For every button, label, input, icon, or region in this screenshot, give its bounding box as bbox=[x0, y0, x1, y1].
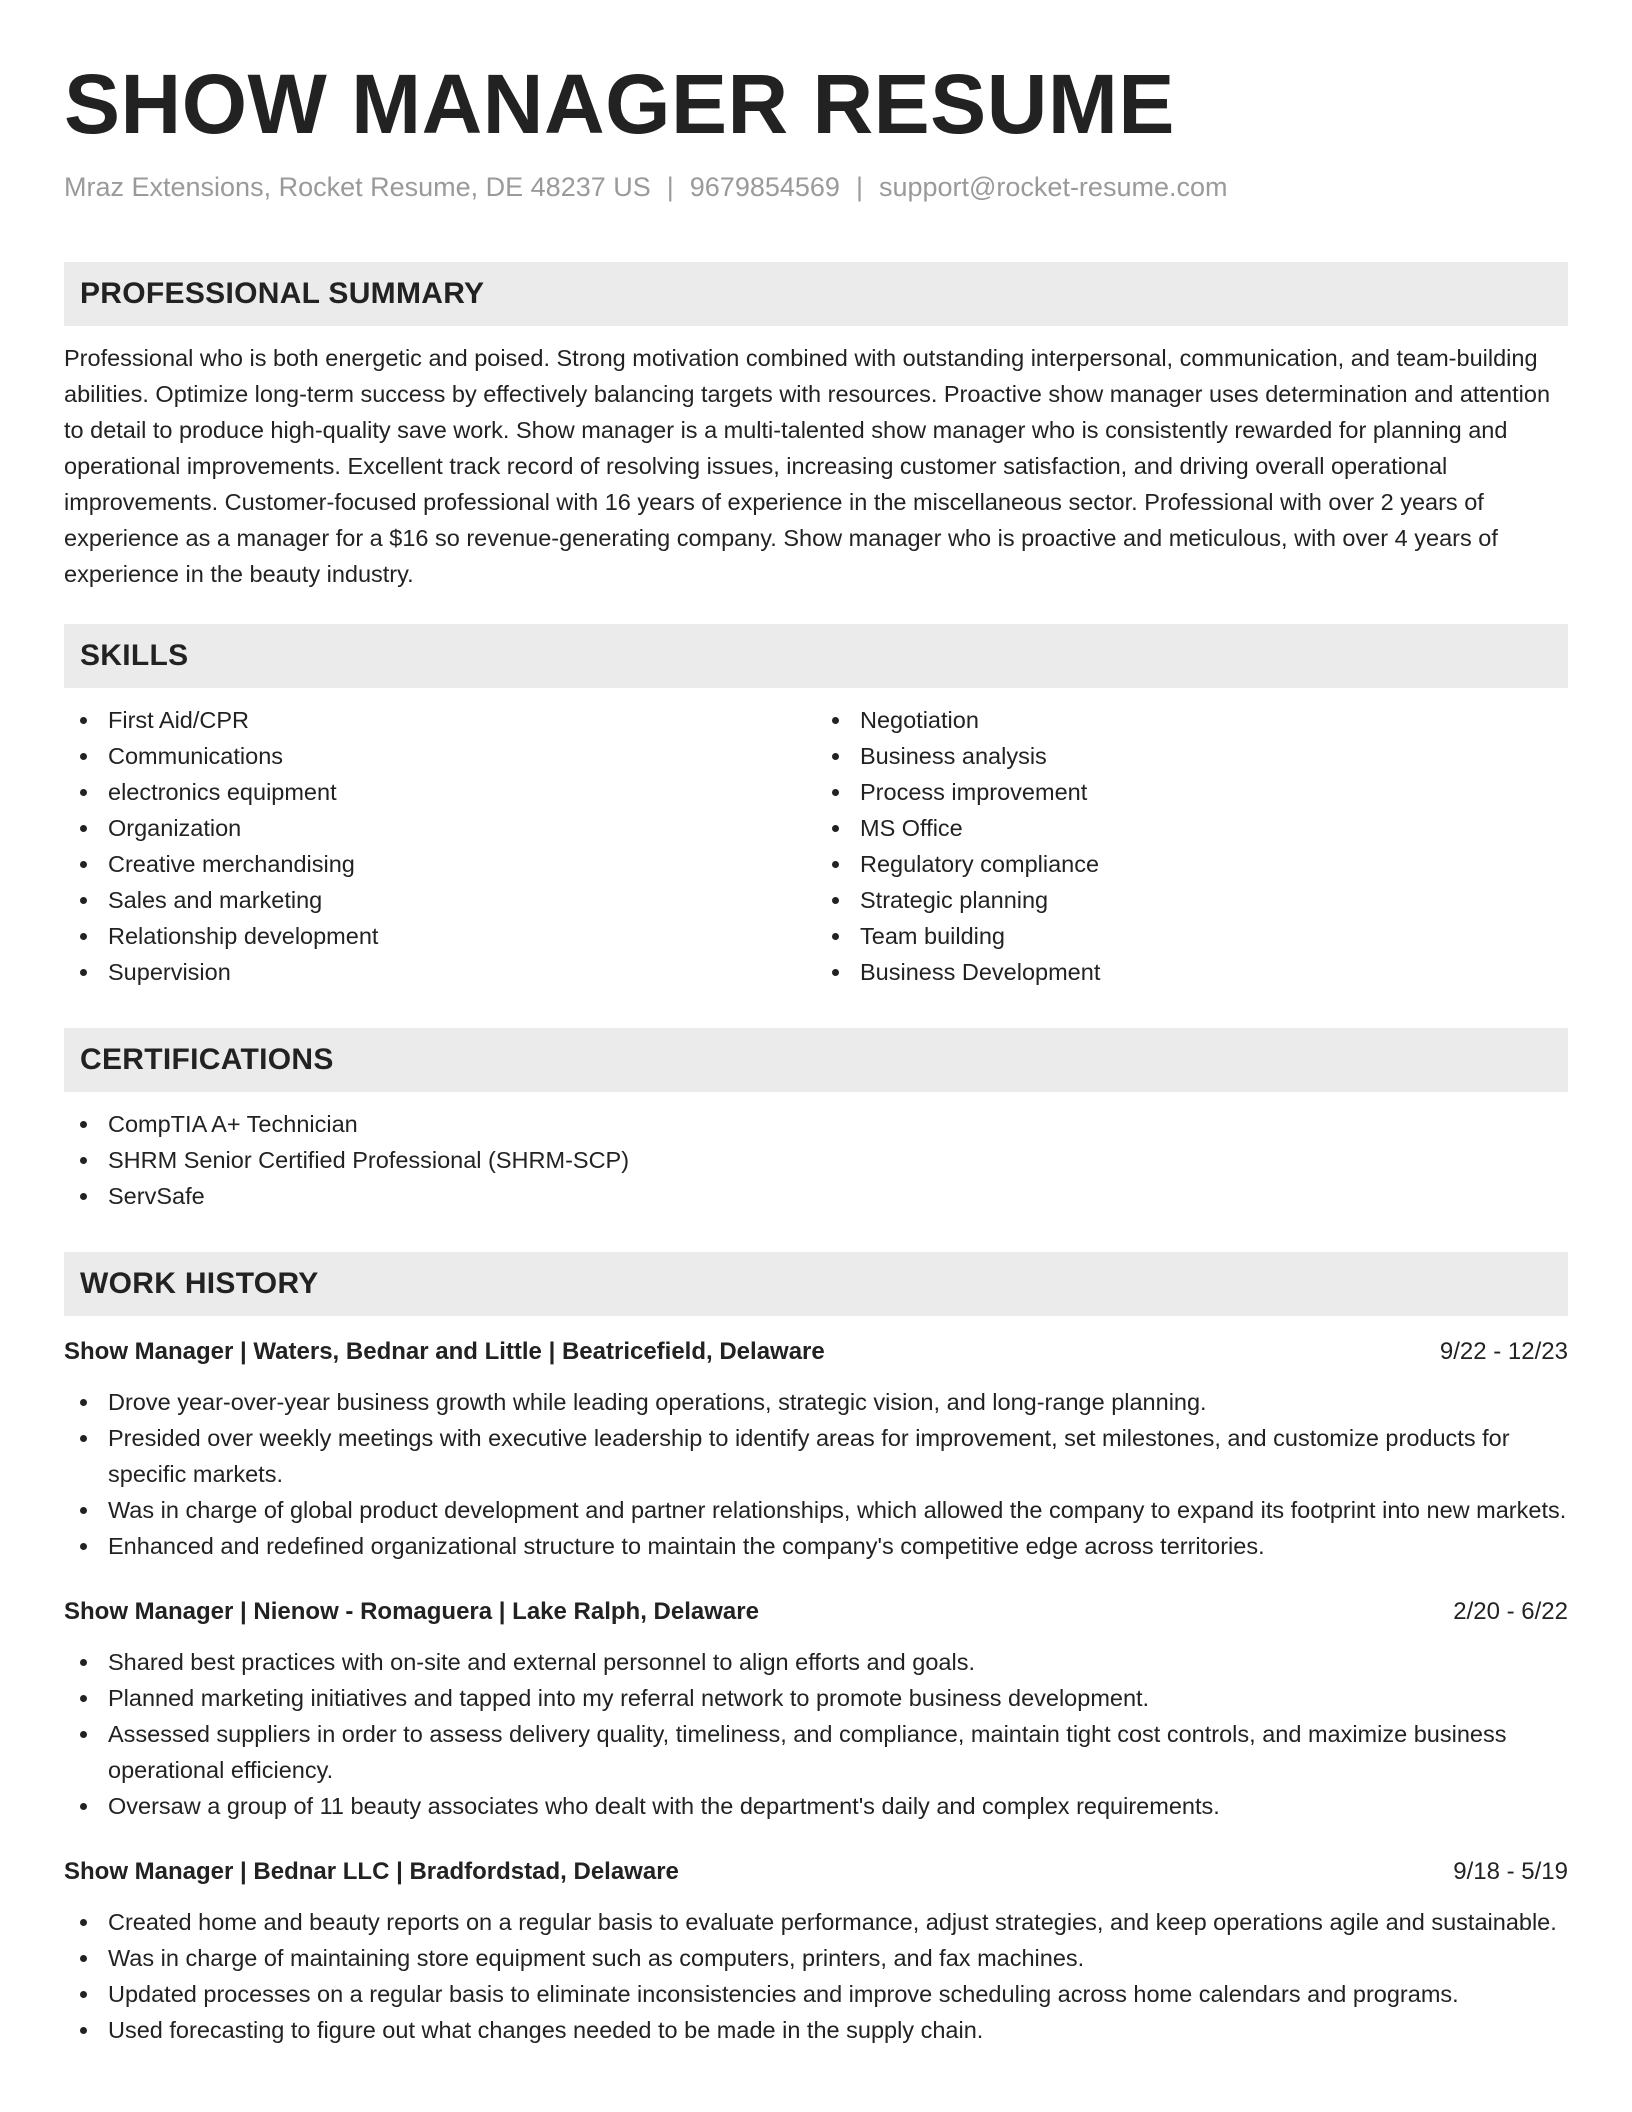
skill-item: First Aid/CPR bbox=[64, 702, 816, 738]
skill-item: Regulatory compliance bbox=[816, 846, 1568, 882]
job-header bbox=[64, 1594, 1568, 1630]
skills-heading: SKILLS bbox=[64, 624, 1568, 688]
skill-item: Team building bbox=[816, 918, 1568, 954]
resume-title: SHOW MANAGER RESUME bbox=[64, 57, 1175, 151]
job-bullet: Was in charge of maintaining store equipment such as computers, printers, and fax machines. bbox=[64, 1940, 1568, 1976]
contact-separator: | bbox=[666, 172, 674, 202]
certifications-heading: CERTIFICATIONS bbox=[64, 1028, 1568, 1092]
job-bullet: Created home and beauty reports on a regular basis to evaluate performance, adjust strategies, and keep operations agile and sustainable. bbox=[64, 1904, 1568, 1940]
job-bullet: Was in charge of global product development and partner relationships, which allowed the company to expand its footprint into new markets. bbox=[64, 1492, 1568, 1528]
job-title: Show Manager | Nienow - Romaguera | Lake Ralph, Delaware bbox=[64, 1598, 759, 1625]
skill-item: Communications bbox=[64, 738, 816, 774]
skills-left-list bbox=[64, 702, 816, 990]
certification-item: CompTIA A+ Technician bbox=[64, 1106, 1568, 1142]
certification-item: ServSafe bbox=[64, 1178, 1568, 1214]
job-bullet: Updated processes on a regular basis to eliminate inconsistencies and improve scheduling across home calendars and programs. bbox=[64, 1976, 1568, 2012]
skill-item: Process improvement bbox=[816, 774, 1568, 810]
contact-phone: 9679854569 bbox=[689, 172, 840, 202]
summary-text: Professional who is both energetic and poised. Strong motivation combined with outstanding interpersonal, communication, and team-building abilities. Optimize long-term success by effectively balancing targets with resources. Proactive show manager uses determination and attention to detail to produce high-quality save work. Show manager is a multi-talented show manager who is consistently rewarded for planning and operational improvements. Excellent track record of resolving issues, increasing customer satisfaction, and driving overall operational improvements. Customer-focused professional with 16 years of experience in the miscellaneous sector. Professional with over 2 years of experience as a manager for a $16 so revenue-generating company. Show manager who is proactive and meticulous, with over 4 years of experience in the beauty industry. bbox=[64, 345, 1551, 587]
summary-heading: PROFESSIONAL SUMMARY bbox=[64, 262, 1568, 326]
job-header bbox=[64, 1854, 1568, 1890]
skill-item: Business Development bbox=[816, 954, 1568, 990]
job-header bbox=[64, 1334, 1568, 1370]
job-title: Show Manager | Bednar LLC | Bradfordstad, Delaware bbox=[64, 1858, 679, 1885]
work-history-heading: WORK HISTORY bbox=[64, 1252, 1568, 1316]
job-dates: 9/18 - 5/19 bbox=[1453, 1858, 1568, 1885]
job-bullet: Used forecasting to figure out what changes needed to be made in the supply chain. bbox=[64, 2012, 1568, 2048]
skill-item: Organization bbox=[64, 810, 816, 846]
skills-right-list bbox=[816, 702, 1568, 990]
job-bullet: Oversaw a group of 11 beauty associates who dealt with the department's daily and complex requirements. bbox=[64, 1788, 1568, 1824]
contact-separator: | bbox=[855, 172, 863, 202]
job-bullet: Enhanced and redefined organizational structure to maintain the company's competitive edge across territories. bbox=[64, 1528, 1568, 1564]
contact-email: support@rocket-resume.com bbox=[878, 172, 1228, 202]
contact-address: Mraz Extensions, Rocket Resume, DE 48237 US bbox=[64, 172, 651, 202]
skill-item: Creative merchandising bbox=[64, 846, 816, 882]
skill-item: electronics equipment bbox=[64, 774, 816, 810]
job-title: Show Manager | Waters, Bednar and Little | Beatricefield, Delaware bbox=[64, 1338, 825, 1365]
certification-item: SHRM Senior Certified Professional (SHRM-SCP) bbox=[64, 1142, 1568, 1178]
job-bullets bbox=[64, 1904, 1568, 2048]
skill-item: Strategic planning bbox=[816, 882, 1568, 918]
job-bullet: Drove year-over-year business growth while leading operations, strategic vision, and long-range planning. bbox=[64, 1384, 1568, 1420]
skill-item: Sales and marketing bbox=[64, 882, 816, 918]
skill-item: Relationship development bbox=[64, 918, 816, 954]
skill-item: Negotiation bbox=[816, 702, 1568, 738]
job-bullets bbox=[64, 1644, 1568, 1824]
job-entry bbox=[64, 1594, 1568, 1824]
job-bullet: Planned marketing initiatives and tapped into my referral network to promote business development. bbox=[64, 1680, 1568, 1716]
job-bullet: Assessed suppliers in order to assess delivery quality, timeliness, and compliance, maintain tight cost controls, and maximize business operational efficiency. bbox=[64, 1716, 1568, 1788]
job-entry bbox=[64, 1334, 1568, 1564]
job-dates: 2/20 - 6/22 bbox=[1453, 1598, 1568, 1625]
contact-line bbox=[64, 170, 1568, 204]
job-bullets bbox=[64, 1384, 1568, 1564]
skill-item: Supervision bbox=[64, 954, 816, 990]
skills-columns bbox=[64, 702, 1568, 990]
job-entry bbox=[64, 1854, 1568, 2048]
job-bullet: Shared best practices with on-site and external personnel to align efforts and goals. bbox=[64, 1644, 1568, 1680]
skill-item: MS Office bbox=[816, 810, 1568, 846]
certifications-list bbox=[64, 1106, 1568, 1214]
job-bullet: Presided over weekly meetings with executive leadership to identify areas for improvement, set milestones, and customize products for specific markets. bbox=[64, 1420, 1568, 1492]
skill-item: Business analysis bbox=[816, 738, 1568, 774]
job-dates: 9/22 - 12/23 bbox=[1439, 1338, 1568, 1365]
